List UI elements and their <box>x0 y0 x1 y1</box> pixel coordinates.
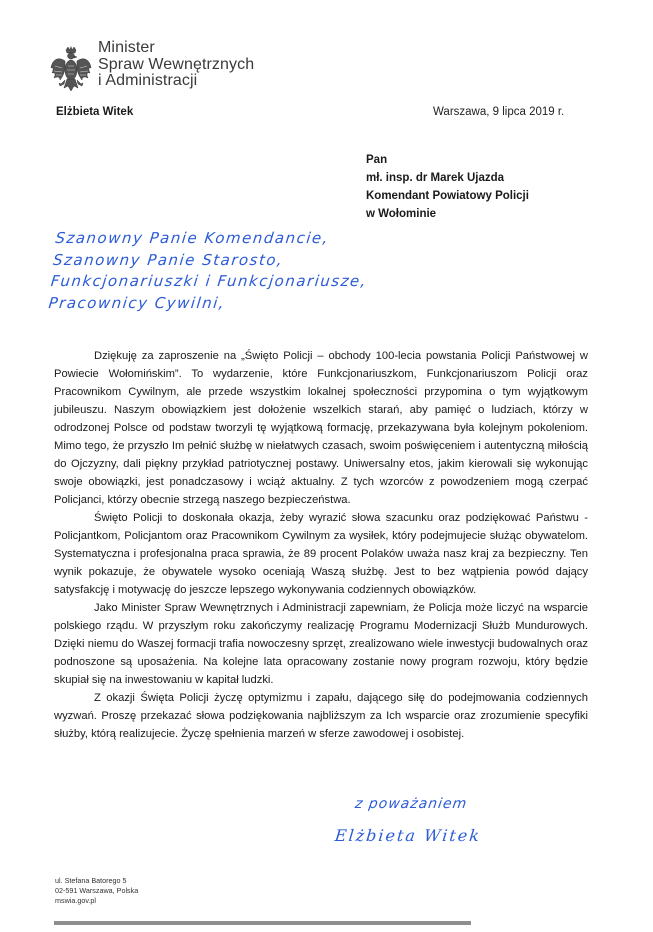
handwritten-greeting <box>47 228 372 314</box>
footer-divider-bar <box>54 921 471 925</box>
place-date: Warszawa, 9 lipca 2019 r. <box>433 106 565 118</box>
body-paragraph-2: Święto Policji to doskonała okazja, żeby wyrazić słowa szacunku oraz podziękować Państwu - Policjantkom, Policjantom oraz Pracownikom Cywilnym za wysiłek, który podejmujecie służąc obywatelom. Systematyczna i profesjonalna praca sprawia, że 89 procent Polaków uważa nasz kraj za bezpieczny. Ten wynik pokazuje, że obywatele wysoko oceniają Waszą służbę. Jest to bez wątpienia powód dający satysfakcję i motywację do jeszcze lepszego wykonywania codziennych obowiązków. <box>54 512 588 596</box>
sender-name: Elżbieta Witek <box>56 106 134 118</box>
recipient-block <box>366 151 529 223</box>
greeting-line-2: Szanowny Panie Starosto, <box>52 250 285 269</box>
body-paragraph-1: Dziękuję za zaproszenie na „Święto Policji – obchody 100-lecia powstania Policji Państwowej w Powiecie Wołomińskim”. To wydarzenie, które Funkcjonariuszkom, Funkcjonariuszom Policji oraz Pracownikom Cywilnym, ale przede wszystkim lokalnej społeczności przypomina o tym wyjątkowym jubileuszu. Naszym obowiązkiem jest dołożenie wszelkich starań, aby pamięć o ludziach, którzy w odrodzonej Polsce od podstaw tworzyli tę wyjątkową formację, przekazywana była kolejnym pokoleniom. Mimo tego, że przyszło Im pełnić służbę w niełatwych czasach, swoim poświęceniem i autentyczną miłością do Ojczyzny, dali piękny przykład patriotycznej postawy. Uniwersalny etos, jakim kierowali się wykonując swoje obowiązki, jest ponadczasowy i wciąż aktualny. Z tych wzorców z powodzeniem mogą czerpać Policjanci, którzy obecnie strzegą naszego bezpieczeństwa. <box>54 350 588 506</box>
handwritten-closing: z poważaniem <box>353 796 469 812</box>
ministry-line-3: i Administracji <box>98 72 198 89</box>
recipient-line-2: mł. insp. dr Marek Ujazda <box>366 172 505 184</box>
greeting-line-1: Szanowny Panie Komendancie, <box>54 229 330 247</box>
recipient-line-4: w Wołominie <box>366 208 437 220</box>
letterhead <box>50 40 254 96</box>
handwritten-signature: Elżbieta Witek <box>334 826 482 845</box>
footer-address <box>55 876 138 906</box>
body-paragraph-4: Z okazji Święta Policji życzę optymizmu i zapału, dającego siłę do podejmowania codziennych wyzwań. Proszę przekazać słowa podziękowania najbliższym za Ich wsparcie oraz zrozumienie specyfiki służby, którą realizujecie. Życzę spełnienia marzeń w sferze zawodowej i osobistej. <box>54 692 588 740</box>
address-line-1: ul. Stefana Batorego 5 <box>55 876 127 885</box>
recipient-line-3: Komendant Powiatowy Policji <box>366 190 529 202</box>
greeting-line-3: Funkcjonariuszki i Funkcjonariusze, <box>50 272 369 290</box>
ministry-line-1: Minister <box>98 39 155 56</box>
body-paragraph-3: Jako Minister Spraw Wewnętrznych i Administracji zapewniam, że Policja może liczyć na wsparcie polskiego rządu. W przyszłym roku zakończymy realizację Programu Modernizacji Służb Mundurowych. Dzięki niemu do Waszej formacji trafia nowoczesny sprzęt, zrealizowano wiele inwestycji budowalnych oraz podnoszone są uposażenia. Na kolejne lata opracowany zostanie nowy program rozwoju, który będzie skupiał się na inwestowaniu w kapitał ludzki. <box>54 602 588 686</box>
address-line-2: 02-591 Warszawa, Polska <box>55 886 139 895</box>
greeting-line-4: Pracownicy Cywilni, <box>47 293 227 312</box>
ministry-name <box>98 40 254 90</box>
recipient-line-1: Pan <box>366 154 388 166</box>
ministry-line-2: Spraw Wewnętrznych <box>98 55 255 73</box>
polish-eagle-emblem-icon <box>50 46 92 96</box>
website-link[interactable]: mswia.gov.pl <box>55 896 97 905</box>
letter-body <box>54 347 588 743</box>
